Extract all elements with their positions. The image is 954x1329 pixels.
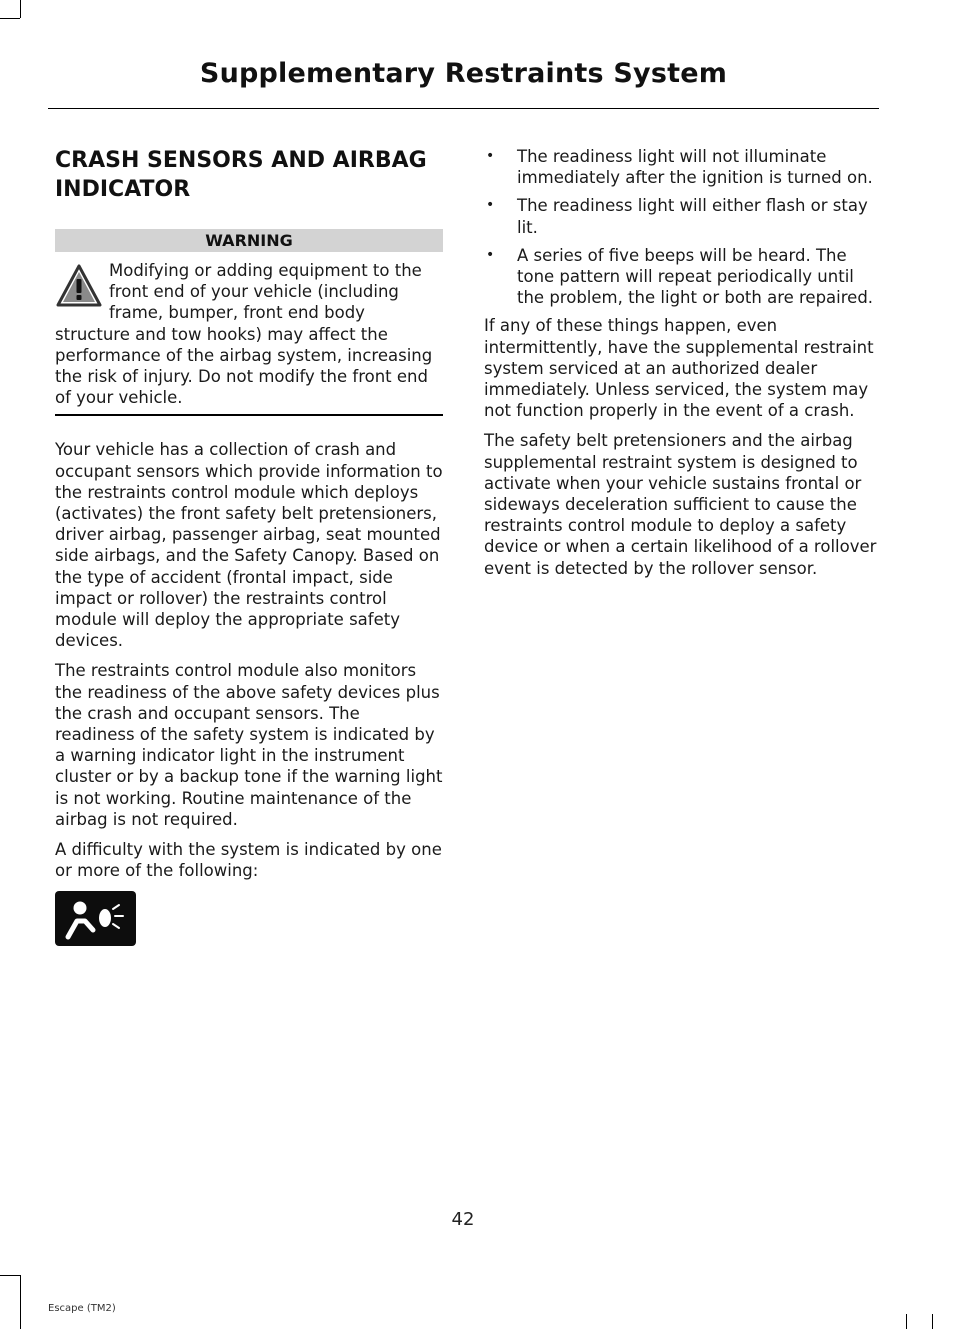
right-column bbox=[484, 146, 879, 588]
warning-box bbox=[55, 229, 443, 416]
bullet-dot: • bbox=[486, 148, 495, 164]
bullet-list bbox=[484, 146, 879, 308]
bullet-dot: • bbox=[486, 246, 495, 263]
warning-triangle-icon bbox=[55, 263, 103, 309]
body-paragraph: If any of these things happen, even intermittently, have the supplemental restraint system serviced at an authorized dealer immediately. Unless serviced, the system may not function properly in the event of a crash. bbox=[484, 316, 874, 421]
list-item-text: The readiness light will either flash or stay lit. bbox=[517, 196, 868, 237]
left-column bbox=[55, 146, 443, 946]
crop-mark bbox=[932, 1314, 933, 1329]
warning-label: WARNING bbox=[55, 229, 443, 252]
page-header bbox=[48, 58, 879, 109]
body-paragraph: The safety belt pretensioners and the airbag supplemental restraint system is designed to activate when your vehicle sustains frontal or sideways deceleration sufficient to cause the restraints control module to deploy a safety device or when a certain likelihood of a rollover event is detected by the rollover sensor. bbox=[484, 431, 877, 578]
list-item-text: A series of five beeps will be heard. The tone pattern will repeat periodically until the problem, the light or both are repaired. bbox=[517, 245, 874, 308]
body-paragraph: The restraints control module also monitors the readiness of the above safety devices plus the crash and occupant sensors. The readiness of the safety system is indicated by a warning indicator light in the instrument cluster or by a backup tone if the warning light is not working. Routine maintenance of the airbag is not required. bbox=[55, 661, 443, 829]
footer-label: Escape (TM2) bbox=[48, 1303, 116, 1314]
list-item bbox=[484, 146, 879, 188]
page-number: 42 bbox=[451, 1209, 475, 1230]
body-paragraph: A difficulty with the system is indicated by one or more of the following: bbox=[55, 840, 442, 881]
list-item bbox=[484, 245, 879, 309]
crop-mark bbox=[20, 1275, 21, 1329]
warning-text: Modifying or adding equipment to the front end of your vehicle (including frame, bumper, front end body structure and tow hooks) may affect the performance of the airbag system, increasing the risk of injury. Do not modify the front end of your vehicle. bbox=[55, 261, 433, 408]
section-title: CRASH SENSORS AND AIRBAG INDICATOR bbox=[55, 148, 427, 202]
body-paragraph: Your vehicle has a collection of crash and occupant sensors which provide information to the restraints control module which deploys (activates) the front safety belt pretensioners, driver airbag, passenger airbag, seat mounted side airbags, and the Safety Canopy. Based on the type of accident (frontal impact, side impact or rollover) the restraints control module will deploy the appropriate safety devices. bbox=[55, 440, 443, 651]
crop-mark bbox=[0, 1275, 20, 1276]
warning-body bbox=[55, 252, 443, 414]
airbag-warning-icon bbox=[55, 891, 136, 946]
crop-mark bbox=[906, 1314, 907, 1329]
list-item-text: The readiness light will not illuminate immediately after the ignition is turned on. bbox=[517, 147, 873, 188]
page-title: Supplementary Restraints System bbox=[199, 58, 728, 89]
bullet-dot: • bbox=[486, 197, 495, 214]
list-item bbox=[484, 195, 879, 237]
crop-mark bbox=[0, 18, 20, 19]
crop-mark bbox=[20, 0, 21, 18]
